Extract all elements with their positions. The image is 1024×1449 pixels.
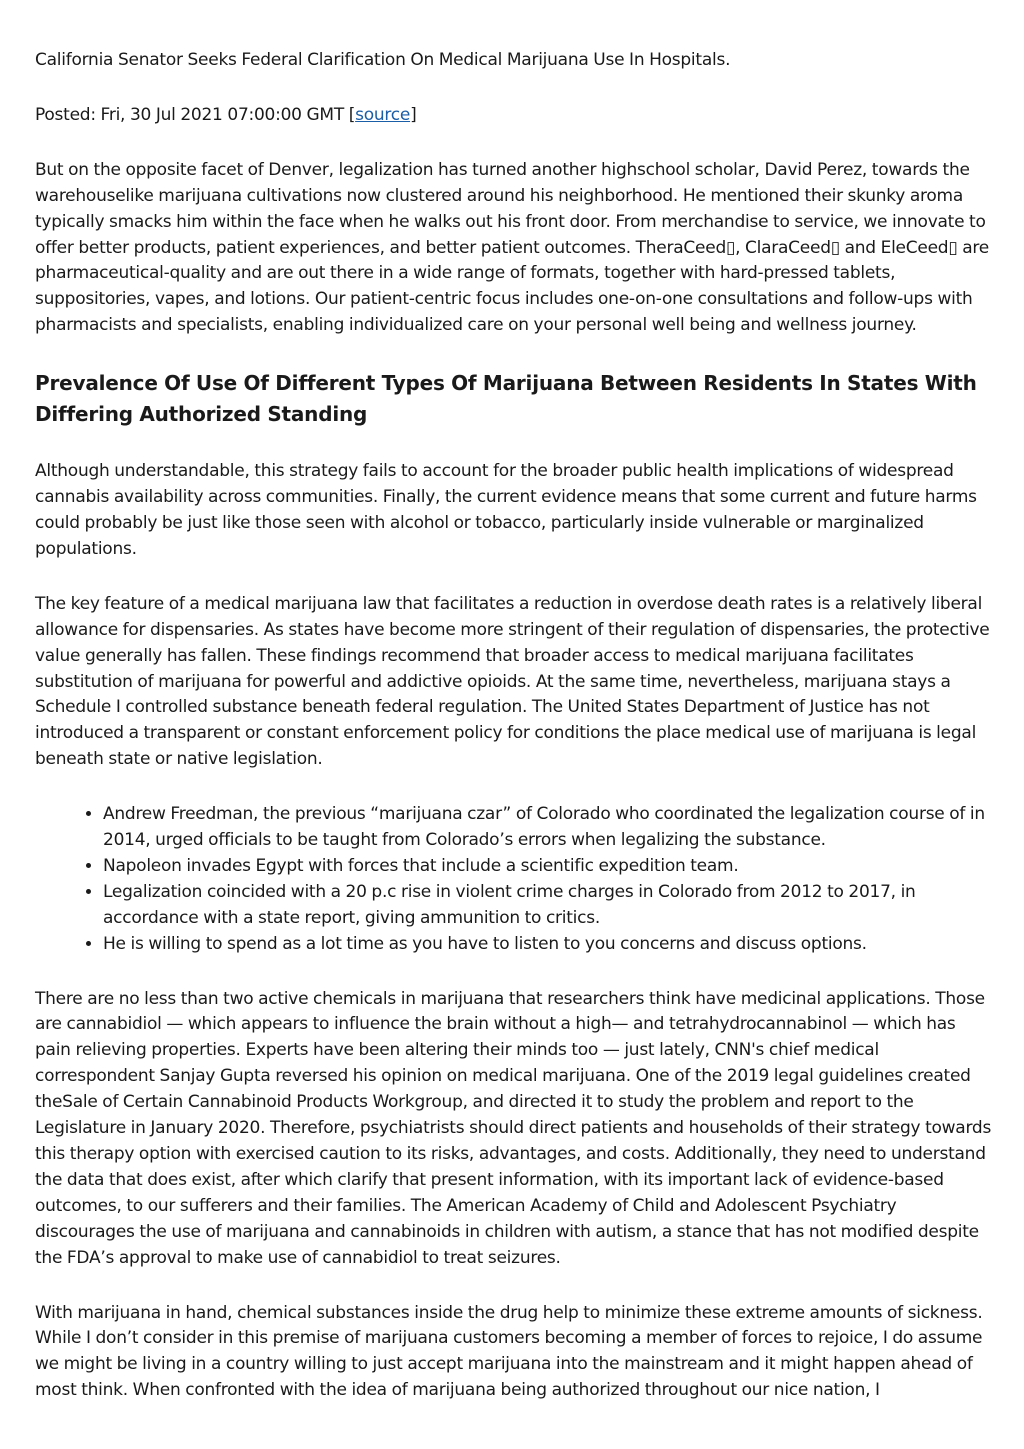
- section-heading: Prevalence Of Use Of Different Types Of Marijuana Between Residents In States With Differing Authorized Standing: [35, 371, 977, 427]
- paragraph-3: The key feature of a medical marijuana law that facilitates a reduction in overdose death rates is a relatively liberal allowance for dispensaries. As states have become more stringent of their regulation of dispensaries, the protective value generally has fallen. These findings recommend that broader access to medical marijuana facilitates substitution of marijuana for powerful and addictive opioids. At the same time, nevertheless, marijuana stays a Schedule I controlled substance beneath federal regulation. The United States Department of Justice has not introduced a transparent or constant enforcement policy for conditions the place medical use of marijuana is legal beneath state or native legislation.: [35, 593, 990, 770]
- paragraph-4: There are no less than two active chemicals in marijuana that researchers think have medicinal applications. Those are cannabidiol — which appears to influence the brain without a high— and tetrahydrocannabinol — which has pain relieving properties. Experts have been altering their minds too — just lately, CNN's chief medical correspondent Sanjay Gupta reversed his opinion on medical marijuana. One of the 2019 legal guidelines created theSale of Certain Cannabinoid Products Workgroup, and directed it to study the problem and report to the Legislature in January 2020. Therefore, psychiatrists should direct patients and households of their strategy towards this therapy option with exercised caution to its risks, advantages, and costs. Additionally, they need to understand the data that does exist, after which clarify that present information, with its important lack of evidence-based outcomes, to our sufferers and their families. The American Academy of Child and Adolescent Psychiatry discourages the use of marijuana and cannabinoids in children with autism, a stance that has not modified despite the FDA’s approval to make use of cannabidiol to treat seizures.: [35, 988, 992, 1268]
- posted-line: [35, 103, 995, 129]
- source-link[interactable]: source: [355, 104, 411, 125]
- paragraph-5: With marijuana in hand, chemical substances inside the drug help to minimize these extreme amounts of sickness. While I don’t consider in this premise of marijuana customers becoming a member of forces to rejoice, I do assume we might be living in a country willing to just accept marijuana into the mainstream and it might happen ahead of most think. When confronted with the idea of marijuana being authorized throughout our nice nation, I: [35, 1302, 983, 1401]
- document-page: [35, 48, 995, 1433]
- posted-prefix: Posted: Fri, 30 Jul 2021 07:00:00 GMT [: [35, 104, 356, 125]
- document-title: California Senator Seeks Federal Clarification On Medical Marijuana Use In Hospitals.: [35, 50, 731, 70]
- posted-suffix: ]: [410, 104, 417, 125]
- paragraph-1: But on the opposite facet of Denver, legalization has turned another highschool scholar, David Perez, towards the warehouselike marijuana cultivations now clustered around his neighborhood. He mentioned their skunky aroma typically smacks him within the face when he walks out his front door. From merchandise to service, we innovate to offer better products, patient experiences, and better patient outcomes. TheraCeed▯, ClaraCeed▯ and EleCeed▯ are pharmaceutical-quality and are out there in a wide range of formats, together with hard-pressed tablets, suppositories, vapes, and lotions. Our patient-centric focus includes one-on-one consultations and follow-ups with pharmacists and specialists, enabling individualized care on your personal well being and wellness journey.: [35, 159, 989, 336]
- bullet-list: [35, 802, 995, 957]
- list-item: • Legalization coincided with a 20 p.c rise in violent crime charges in Colorado from 2012 to 2017, in accordance with a state report, giving ammunition to critics.: [103, 880, 995, 932]
- paragraph-2: Although understandable, this strategy fails to account for the broader public health implications of widespread cannabis availability across communities. Finally, the current evidence means that some current and future harms could probably be just like those seen with alcohol or tobacco, particularly inside vulnerable or marginalized populations.: [35, 461, 977, 559]
- list-item: • Andrew Freedman, the previous “marijuana czar” of Colorado who coordinated the legalization course of in 2014, urged officials to be taught from Colorado’s errors when legalizing the substance.: [103, 802, 995, 854]
- list-item: • Napoleon invades Egypt with forces that include a scientific expedition team.: [103, 854, 995, 880]
- list-item: • He is willing to spend as a lot time as you have to listen to you concerns and discuss options.: [103, 932, 995, 958]
